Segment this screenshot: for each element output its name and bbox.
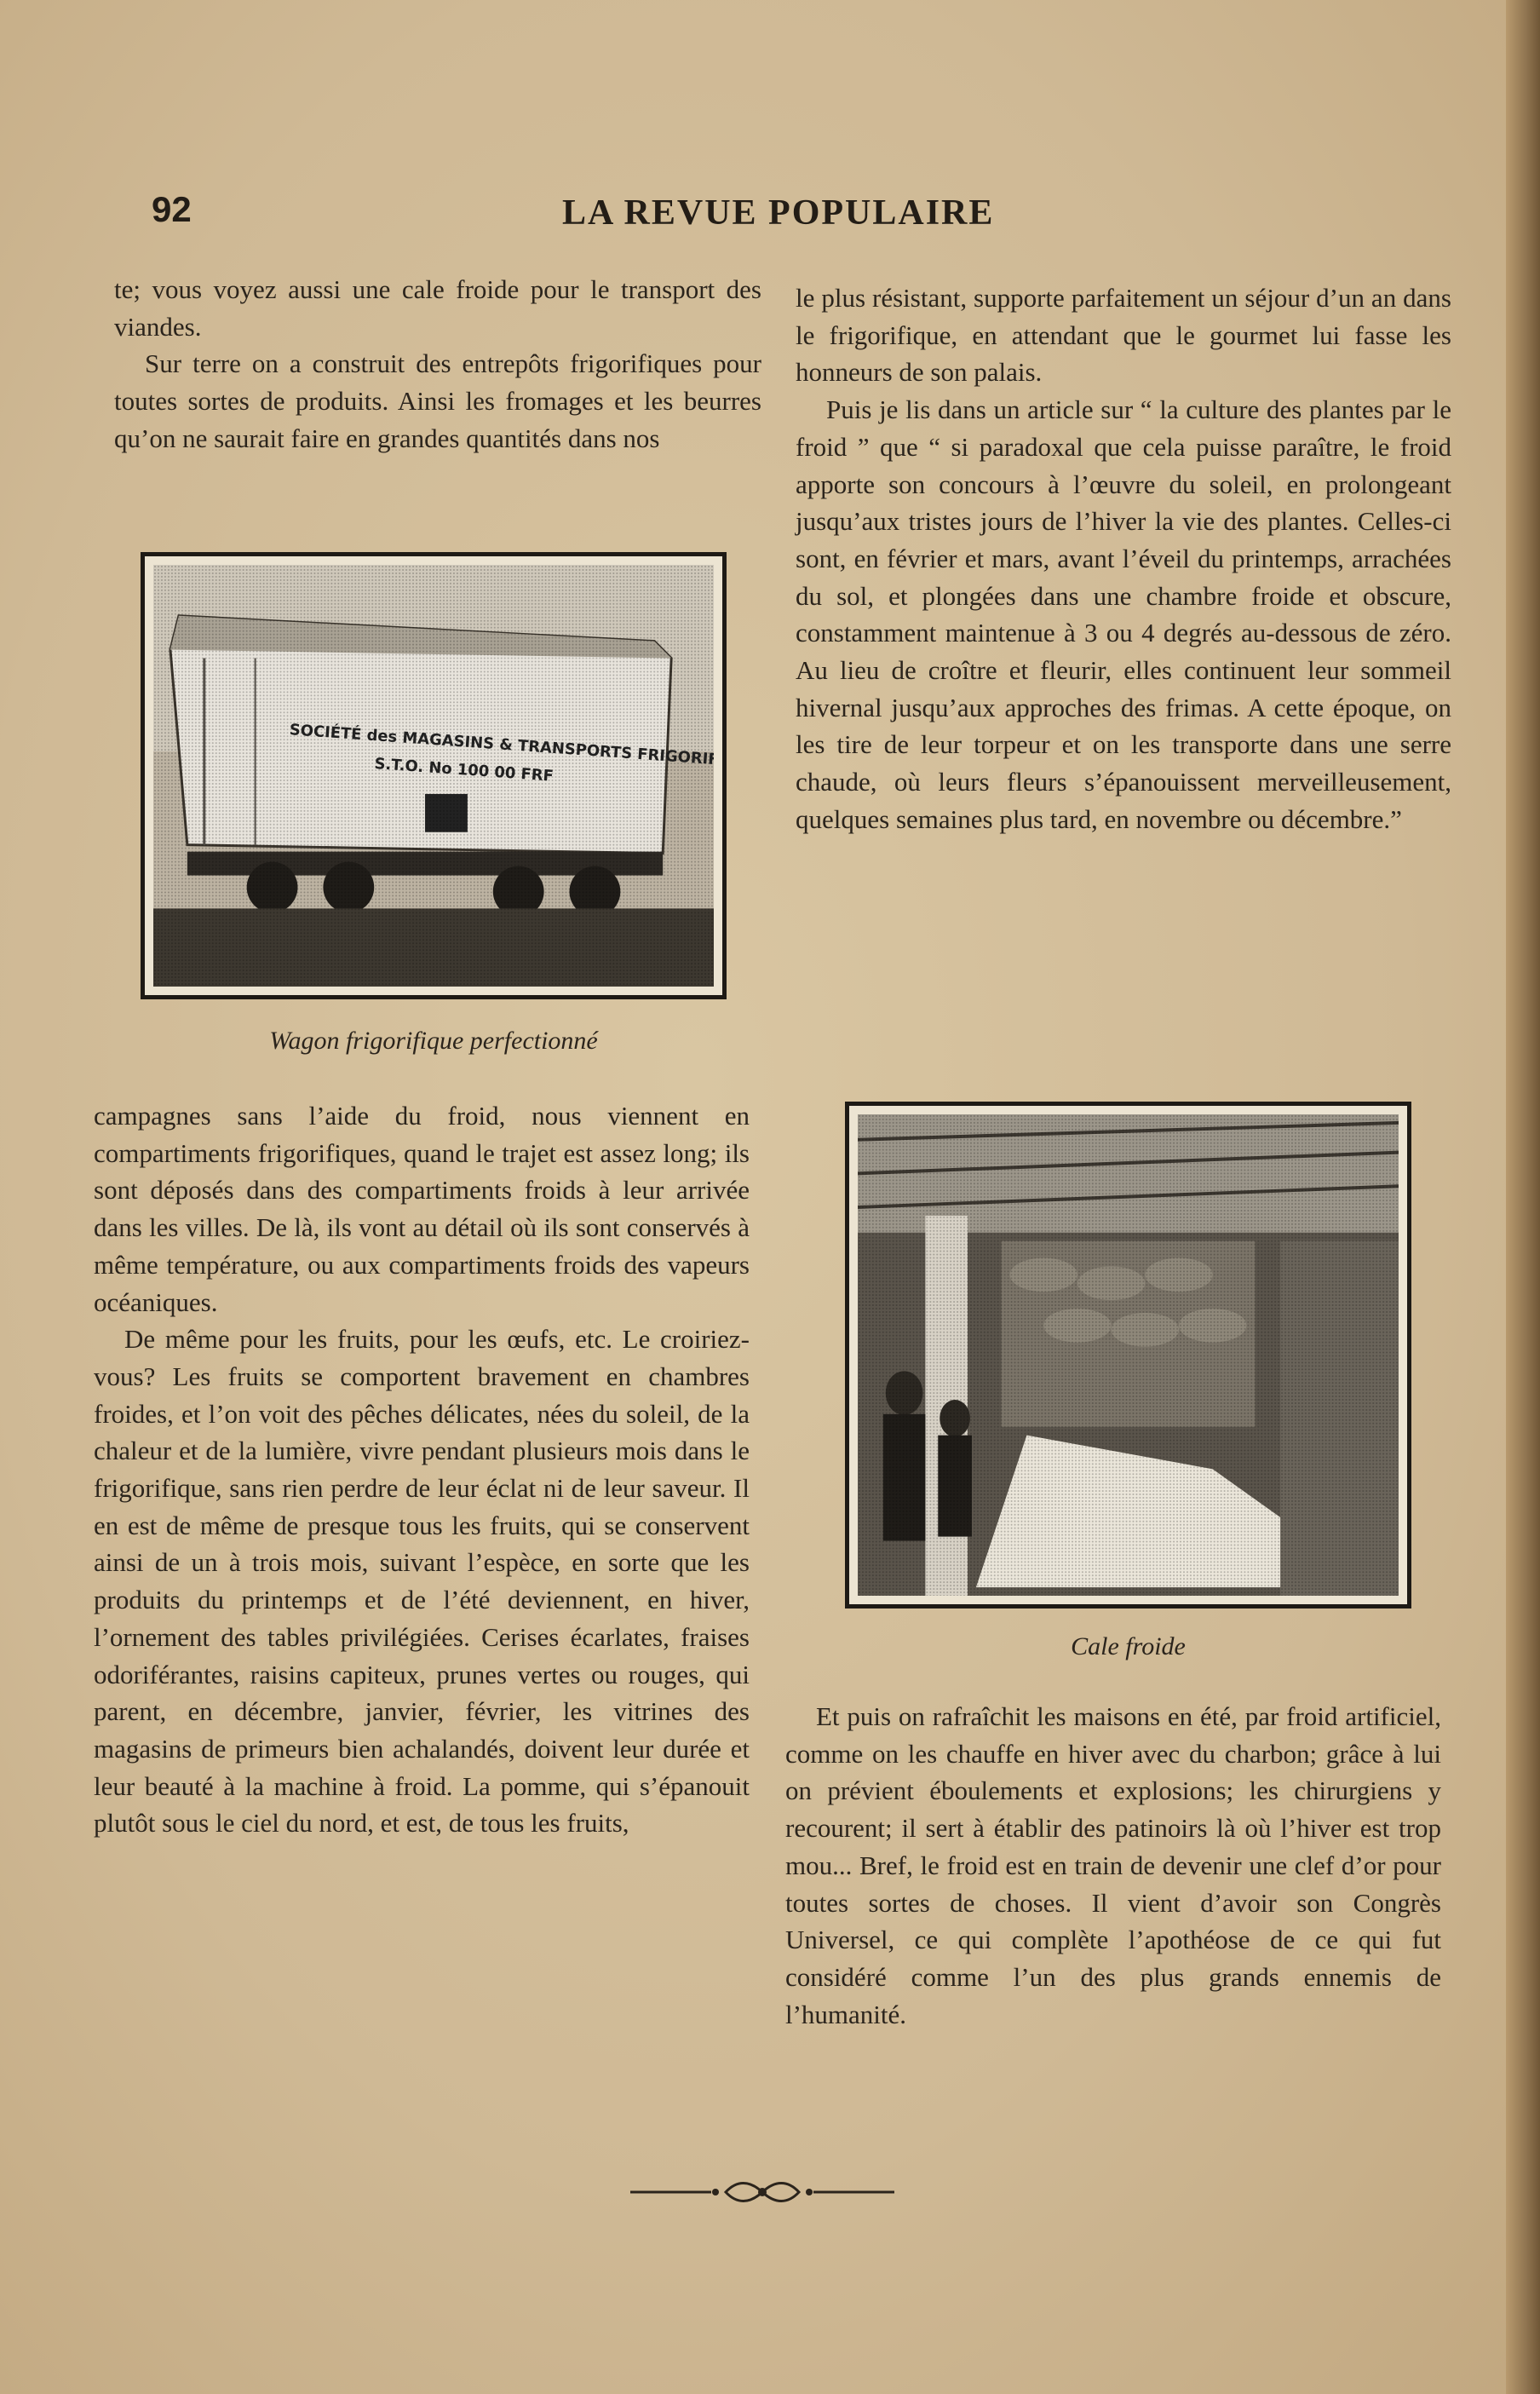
paragraph: campagnes sans l’aide du froid, nous viennent en compartiments frigorifiques, quand le trajet est assez long; ils sont déposés dans des compartiments froids à leur arrivée dans les villes. De là, ils vont au détail où ils sont conservés à même température, ou aux compartiments froids des vapeurs océaniques. <box>94 1101 750 1317</box>
wagon-illustration <box>153 565 714 987</box>
end-ornament-icon <box>630 2177 894 2207</box>
page-number: 92 <box>152 189 192 229</box>
cale-photo <box>845 1102 1411 1608</box>
paragraph: te; vous voyez aussi une cale froide pour le transport des viandes. <box>114 274 761 342</box>
cale-illustration <box>858 1114 1399 1596</box>
paragraph: Sur terre on a construit des entrepôts frigorifiques pour toutes sortes de produits. Ainsi les fromages et les beurres qu’on ne saurait faire en grandes quantités dans nos <box>114 348 761 453</box>
figure-caption-wagon: Wagon frigorifique perfectionné <box>269 1027 598 1055</box>
page-spine <box>1506 0 1540 2394</box>
paragraph: Et puis on rafraîchit les maisons en été, par froid artificiel, comme on les chauffe en hiver avec du charbon; grâce à lui on prévient éboulements et explosions; les chirurgiens y recourent; il sert à établir des patinoirs là où l’hiver est trop mou... Bref, le froid est en train de devenir une clef d’or pour toutes sortes de choses. Il vient d’avoir son Congrès Universel, ce qui complète l’apothéose de ce qui fut considéré comme l’un des plus grands ennemis de l’humanité. <box>785 1701 1441 2029</box>
left-column-top-text <box>114 271 761 458</box>
right-column-bottom-text <box>785 1698 1441 2033</box>
left-column-bottom-text <box>94 1097 750 1842</box>
right-column-top-text <box>796 279 1451 838</box>
journal-title: LA REVUE POPULAIRE <box>562 193 995 233</box>
figure-caption-cale: Cale froide <box>1071 1632 1186 1660</box>
wagon-photo <box>141 552 727 999</box>
paragraph: De même pour les fruits, pour les œufs, etc. Le croiriez-vous? Les fruits se comportent bravement en chambres froides, et l’on voit des pêches délicates, nées du soleil, de la chaleur et de la lumière, vivre pendant plusieurs mois dans le frigorifique, sans rien perdre de leur éclat ni de leur saveur. Il en est de même de presque tous les fruits, qui se conservent ainsi de un à trois mois, suivant l’espèce, en sorte que les produits du printemps et de l’été deviennent, en hiver, l’ornement des tables privilégiées. Cerises écarlates, fraises odoriférantes, raisins capiteux, prunes vertes ou rouges, qui parent, en décembre, janvier, février, les vitrines des magasins de primeurs bien achalandés, doivent leur durée et leur beauté à la machine à froid. La pomme, qui s’épanouit plutôt sous le ciel du nord, et est, de tous les fruits, <box>94 1324 750 1839</box>
page-header <box>0 189 1540 240</box>
paragraph: Puis je lis dans un article sur “ la culture des plantes par le froid ” que “ si paradoxal que cela puisse paraître, le froid apporte son concours à l’œuvre du soleil, en prolongeant jusqu’aux tristes jours de l’hiver la vie des plantes. Celles-ci sont, en février et mars, avant l’éveil du printemps, arrachées du sol, et plongées dans une chambre froide et obscure, constamment maintenue à 3 ou 4 degrés au-dessous de zéro. Au lieu de croître et fleurir, elles continuent leur sommeil hivernal jusqu’aux approches des frimas. A cette époque, on les tire de leur torpeur et on les transporte dans une serre chaude, où leurs fleurs s’épanouissent merveilleusement, quelques semaines plus tard, en novembre ou décembre.” <box>796 394 1451 834</box>
paragraph: le plus résistant, supporte parfaitement un séjour d’un an dans le frigorifique, en attendant que le gourmet lui fasse les honneurs de son palais. <box>796 283 1451 388</box>
